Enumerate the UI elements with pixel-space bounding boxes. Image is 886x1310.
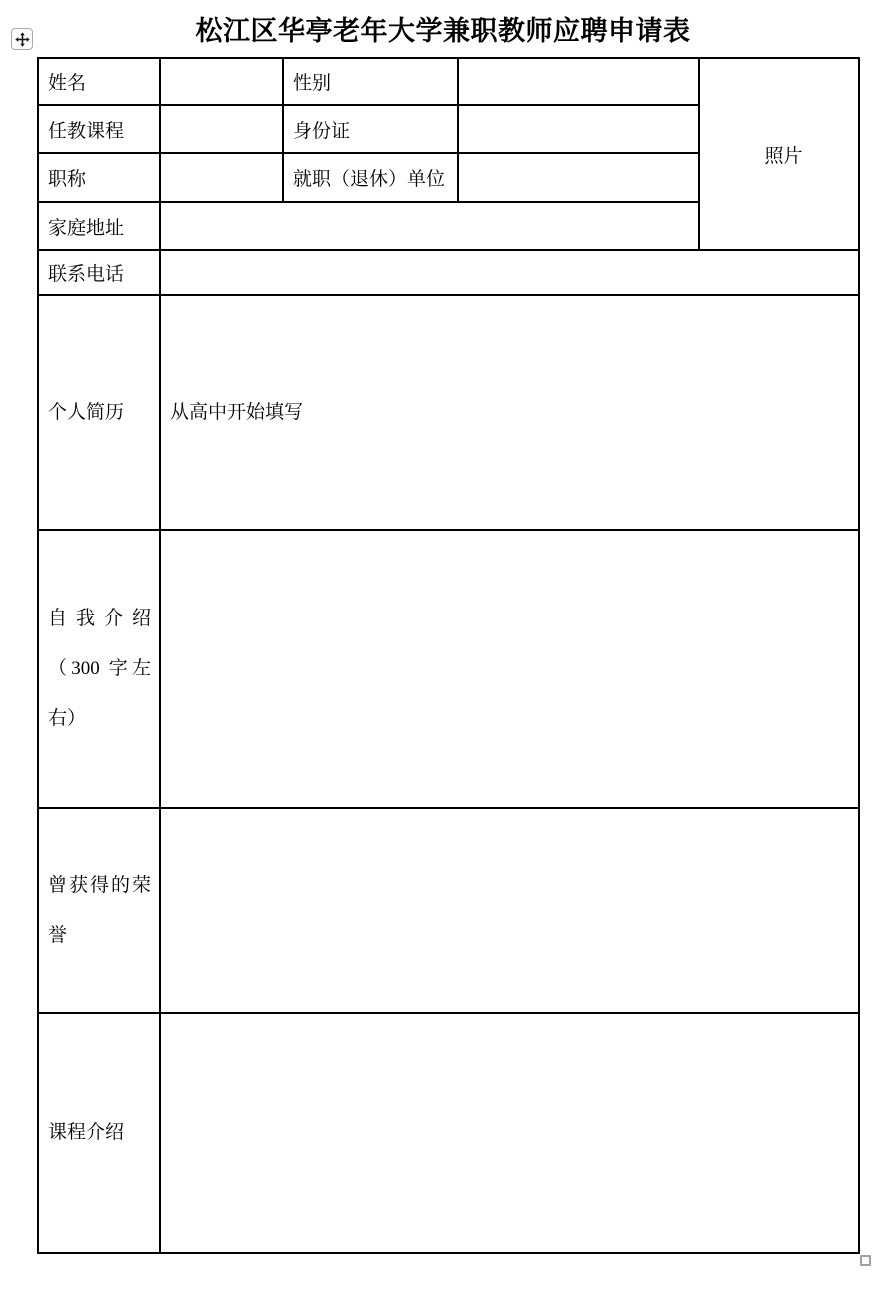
honors-input-cell[interactable] (160, 808, 859, 1013)
self-intro-label-line: 自我介绍 (48, 608, 151, 629)
phone-input-cell[interactable] (160, 250, 859, 295)
honors-label (38, 808, 160, 1013)
course-intro-label: 课程介绍 (38, 1013, 160, 1253)
employer-label: 就职（退休）单位 (283, 153, 458, 202)
document-title: 松江区华亭老年大学兼职教师应聘申请表 (195, 16, 691, 46)
table-row (38, 1013, 859, 1253)
resume-label: 个人简历 (38, 295, 160, 530)
id-card-input-cell[interactable] (458, 105, 699, 153)
id-card-label: 身份证 (283, 105, 458, 153)
move-icon (15, 32, 30, 47)
employer-input-cell[interactable] (458, 153, 699, 202)
professional-title-label: 职称 (38, 153, 160, 202)
table-move-handle[interactable] (11, 28, 33, 50)
professional-title-input-cell[interactable] (160, 153, 283, 202)
table-row (38, 808, 859, 1013)
application-form-table (37, 57, 860, 1254)
name-input-cell[interactable] (160, 58, 283, 105)
course-intro-input-cell[interactable] (160, 1013, 859, 1253)
teaching-course-label: 任教课程 (38, 105, 160, 153)
gender-label: 性别 (283, 58, 458, 105)
honors-label-line: 曾获得的荣 (48, 874, 151, 896)
table-resize-handle[interactable] (860, 1255, 871, 1266)
table-row (38, 530, 859, 808)
self-intro-label-line: 右） (48, 708, 87, 729)
home-address-label: 家庭地址 (38, 202, 160, 250)
self-intro-input-cell[interactable] (160, 530, 859, 808)
name-label: 姓名 (38, 58, 160, 105)
photo-cell[interactable]: 照片 (699, 58, 859, 250)
self-intro-label-line: （300 字左 (48, 658, 151, 679)
table-row (38, 58, 859, 105)
table-row (38, 295, 859, 530)
self-intro-label (38, 530, 160, 808)
honors-label-line: 誉 (48, 924, 68, 946)
teaching-course-input-cell[interactable] (160, 105, 283, 153)
gender-input-cell[interactable] (458, 58, 699, 105)
phone-label: 联系电话 (38, 250, 160, 295)
table-row (38, 250, 859, 295)
resume-input-cell[interactable]: 从高中开始填写 (160, 295, 859, 530)
home-address-input-cell[interactable] (160, 202, 699, 250)
